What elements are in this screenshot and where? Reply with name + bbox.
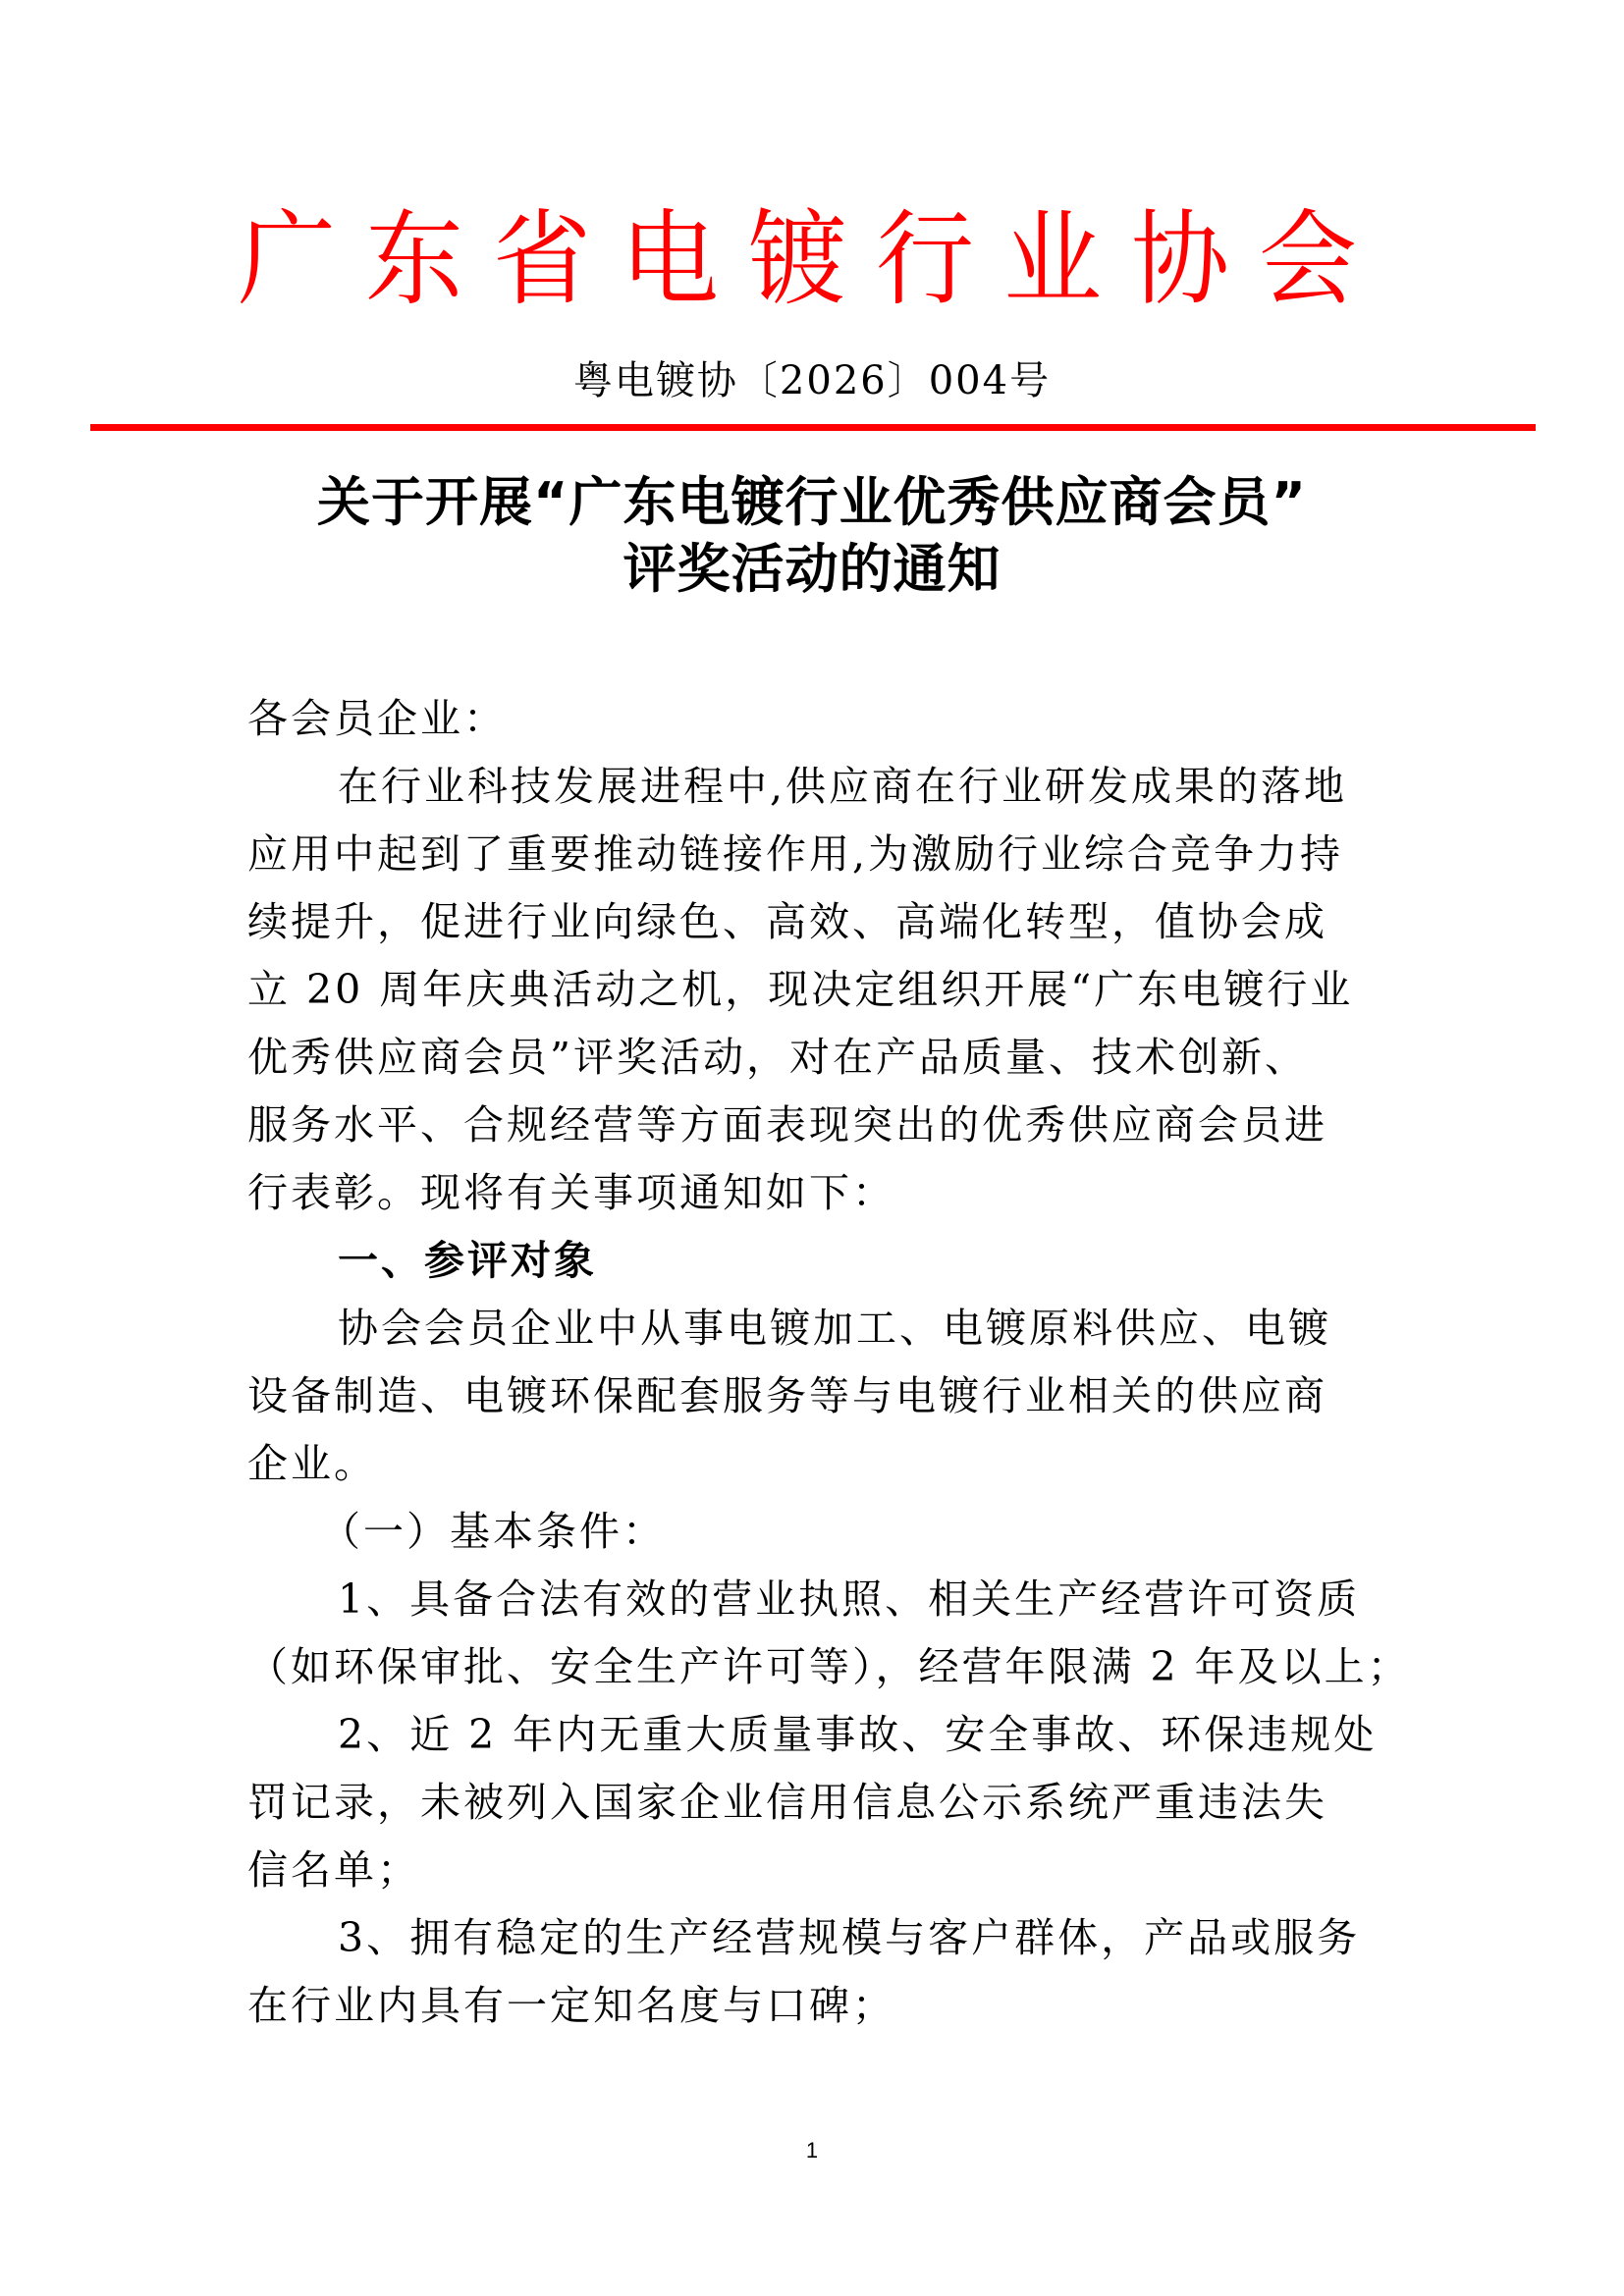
condition-item-3-line: 在行业内具有一定知名度与口碑； (247, 1982, 895, 2029)
notice-body (247, 685, 1411, 2040)
title-line-1: 关于开展“广东电镀行业优秀供应商会员” (317, 471, 1307, 533)
intro-line: 应用中起到了重要推动链接作用,为激励行业综合竞争力持 (247, 830, 1344, 878)
condition-item-2-line: 2、近 2 年内无重大质量事故、安全事故、环保违规处 (338, 1711, 1378, 1758)
notice-title (0, 469, 1624, 603)
condition-item-3-line: 3、拥有稳定的生产经营规模与客户群体，产品或服务 (338, 1914, 1361, 1961)
intro-line: 行表彰。现将有关事项通知如下： (247, 1169, 895, 1216)
salutation: 各会员企业： (247, 695, 507, 742)
intro-line: 服务水平、合规经营等方面表现突出的优秀供应商会员进 (247, 1101, 1327, 1148)
intro-line: 在行业科技发展进程中,供应商在行业研发成果的落地 (338, 763, 1348, 810)
condition-item-2-line: 罚记录，未被列入国家企业信用信息公示系统严重违法失 (247, 1779, 1327, 1826)
section-text-line: 设备制造、电镀环保配套服务等与电镀行业相关的供应商 (247, 1372, 1327, 1419)
intro-line: 立 20 周年庆典活动之机，现决定组织开展“广东电镀行业 (247, 966, 1354, 1013)
title-line-2: 评奖活动的通知 (623, 538, 1001, 600)
red-divider-rule (90, 424, 1536, 431)
condition-item-1-line: 1、具备合法有效的营业执照、相关生产经营许可资质 (338, 1575, 1361, 1623)
page-number: 1 (805, 2138, 819, 2163)
intro-line: 优秀供应商会员”评奖活动，对在产品质量、技术创新、 (247, 1034, 1308, 1081)
subsection-heading-basic-conditions: （一）基本条件： (320, 1508, 666, 1555)
section-text-line: 企业。 (247, 1440, 377, 1487)
intro-line: 续提升，促进行业向绿色、高效、高端化转型，值协会成 (247, 898, 1327, 945)
organization-masthead: 广东省电镀行业协会 (238, 199, 1386, 320)
section-text-line: 协会会员企业中从事电镀加工、电镀原料供应、电镀 (338, 1305, 1331, 1352)
section-heading-eligible-applicants: 一、参评对象 (338, 1237, 597, 1284)
condition-item-1-line: （如环保审批、安全生产许可等），经营年限满 2 年及以上； (247, 1643, 1411, 1690)
condition-item-2-line: 信名单； (247, 1846, 420, 1894)
document-number: 粤电镀协〔2026〕004号 (572, 358, 1052, 403)
